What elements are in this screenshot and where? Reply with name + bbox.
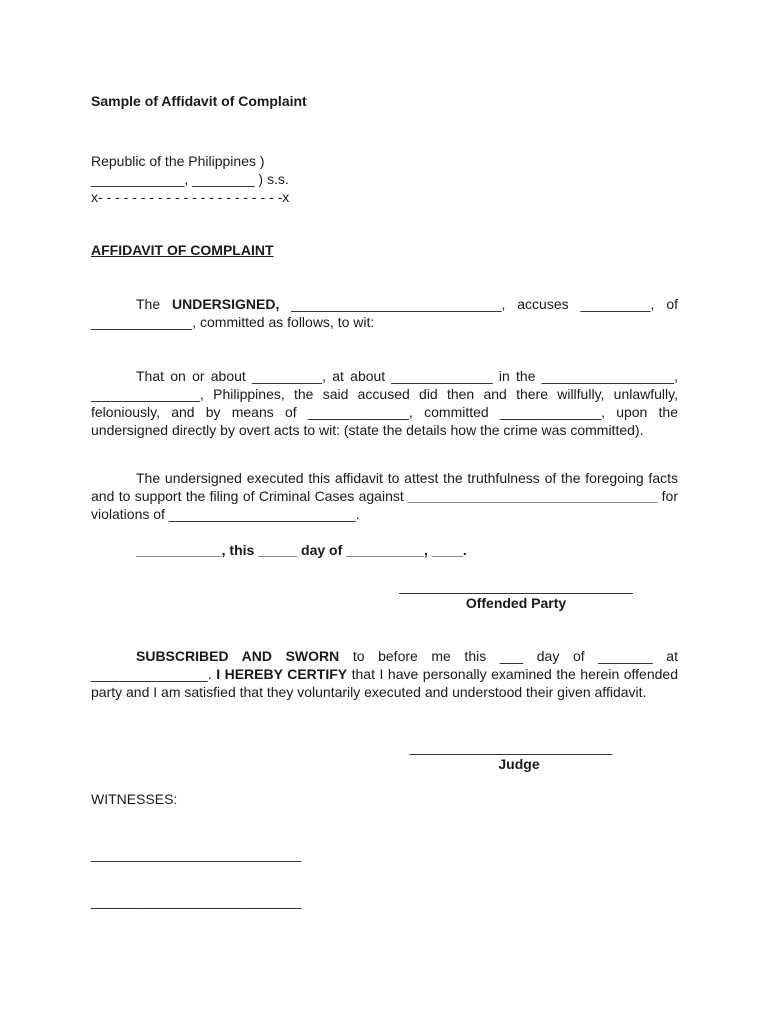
witness-line-1: ___________________________ (91, 846, 302, 862)
witness-line-2: ___________________________ (91, 893, 302, 909)
paragraph-jurat (91, 647, 678, 701)
offended-party-signature-line: ______________________________ (399, 578, 633, 594)
document-title: Sample of Affidavit of Complaint (91, 93, 307, 109)
witnesses-label: WITNESSES: (91, 791, 178, 807)
para1-rest: ___________________________, accuses _________, of _____________, committed as follows, to wit: (91, 296, 678, 330)
para1-undersigned: UNDERSIGNED, (172, 296, 280, 312)
caption-divider: x- - - - - - - - - - - - - - - - - - - - - -x (91, 189, 290, 205)
caption-venue: ____________, ________ ) s.s. (91, 171, 289, 187)
paragraph-attestation (91, 469, 678, 523)
judge-signature-line: __________________________ (409, 739, 613, 755)
judge-label: Judge (498, 756, 540, 772)
para3-rest: for violations of ________________________. (91, 488, 678, 522)
jurat-text1: to before me this ___ day of _______ at _______________. (91, 648, 678, 682)
para3-lead: The undersigned executed this affidavit to attest the truthfulness of the foregoing facts and to support the filing of Criminal Cases against (91, 470, 678, 504)
paragraph-accusation (91, 295, 678, 331)
affidavit-heading: AFFIDAVIT OF COMPLAINT (91, 242, 274, 258)
caption-republic: Republic of the Philippines ) (91, 153, 265, 169)
jurat-subscribed: SUBSCRIBED AND SWORN (136, 648, 340, 664)
para2-text: That on or about _________, at about _____________ in the _________________, ______________, Philippines, the said accused did then and there willfully, unlawfully, feloniously, and by means of _____________, committed _____________, upon the undersigned directly by overt acts to wit: (state the details how the crime was committed). (91, 368, 678, 438)
para3-accused-blank: ________________________________ (408, 488, 658, 504)
offended-party-label: Offended Party (465, 595, 567, 611)
jurat-text2: that I have personally examined the herein offended party and I am satisfied that they voluntarily executed and understood their given affidavit. (91, 666, 678, 700)
jurat-certify: I HEREBY CERTIFY (216, 666, 348, 682)
paragraph-facts (91, 367, 678, 439)
date-line: ___________, this _____ day of __________, ____. (136, 542, 467, 558)
para1-lead: The (136, 296, 173, 312)
